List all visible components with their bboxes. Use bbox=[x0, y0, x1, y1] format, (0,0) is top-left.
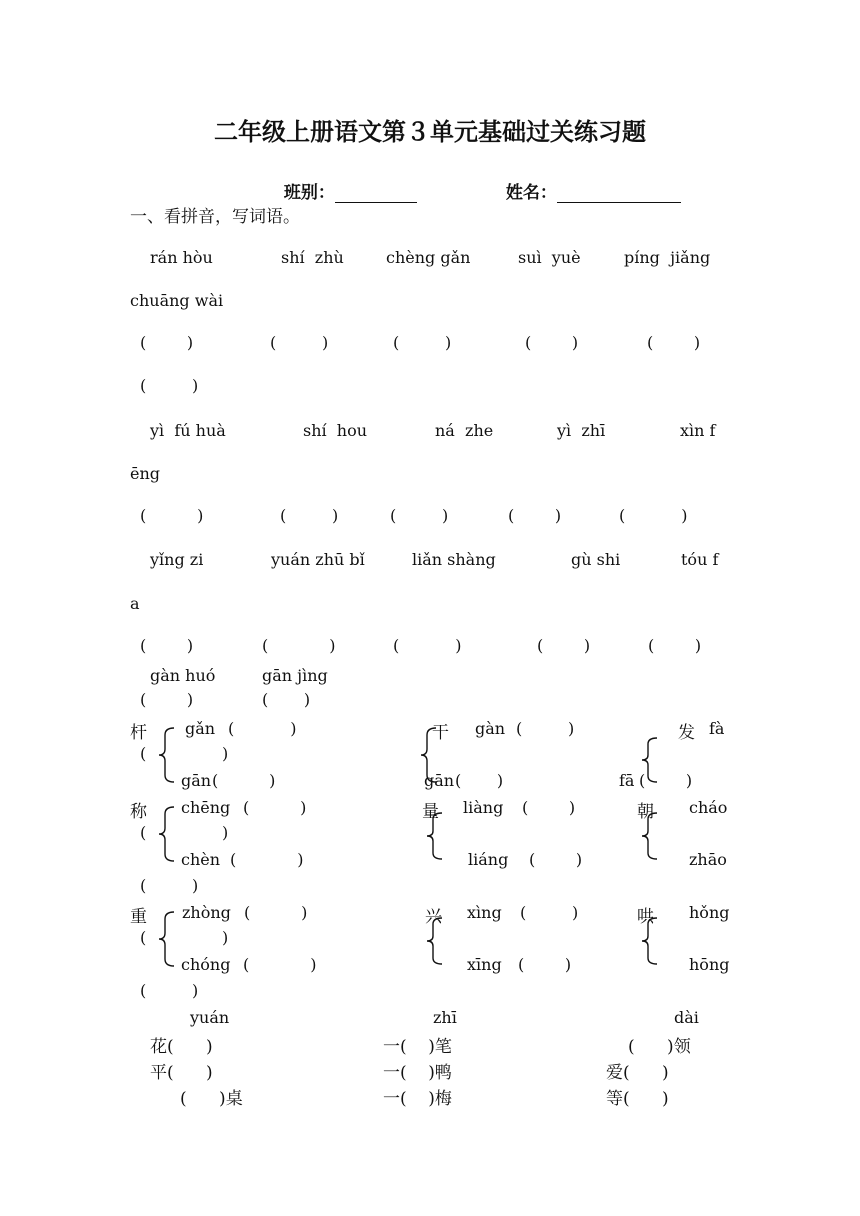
homophone-item bbox=[606, 1084, 669, 1109]
polyphone-char: 称 bbox=[130, 802, 147, 822]
pinyin-word: yì zhī bbox=[557, 421, 606, 440]
homophone-item bbox=[150, 1032, 213, 1057]
pinyin-word: gàn huó bbox=[150, 666, 216, 685]
brace-icon bbox=[641, 737, 663, 783]
polyphone-char: 干 bbox=[432, 723, 449, 743]
polyphone-char: 量 bbox=[422, 802, 439, 822]
answer-blank[interactable]: ( ) bbox=[508, 506, 562, 525]
homophone-item bbox=[383, 1032, 452, 1057]
homophone-char: 领 bbox=[673, 1037, 691, 1057]
name-field bbox=[494, 158, 681, 203]
polyphone-reading: chēng bbox=[181, 798, 231, 817]
answer-blank[interactable]: ( ) bbox=[400, 1063, 435, 1083]
polyphone-char: 杆 bbox=[130, 723, 147, 743]
answer-blank[interactable]: ( ) bbox=[623, 1089, 669, 1109]
polyphone-reading: xìng bbox=[467, 903, 502, 922]
brace-icon bbox=[426, 917, 448, 965]
answer-blank[interactable]: ( ) bbox=[390, 506, 449, 525]
polyphone-reading: gān bbox=[181, 771, 212, 790]
answer-blank[interactable]: ( ) bbox=[520, 903, 579, 922]
pinyin-word: gù shi bbox=[571, 550, 621, 569]
answer-blank[interactable]: ( ) bbox=[262, 636, 336, 655]
answer-blank[interactable]: ( ) bbox=[516, 719, 575, 738]
answer-blank[interactable]: ( ) bbox=[262, 690, 311, 709]
answer-blank[interactable]: ( ) bbox=[212, 771, 276, 790]
brace-icon bbox=[158, 727, 180, 783]
answer-blank[interactable]: ( ) bbox=[140, 636, 194, 655]
class-label: 班别： bbox=[283, 183, 335, 203]
answer-blank[interactable]: ( ) bbox=[270, 333, 329, 352]
answer-blank[interactable]: ( ) bbox=[244, 903, 308, 922]
answer-blank[interactable]: ( ) bbox=[243, 798, 307, 817]
homophone-char: 平 bbox=[150, 1063, 167, 1083]
polyphone-reading: zhòng bbox=[182, 903, 231, 922]
answer-blank[interactable]: ( ) bbox=[623, 1063, 669, 1083]
pinyin-word: xìn f bbox=[680, 421, 716, 440]
polyphone-reading: gān bbox=[424, 771, 455, 790]
pinyin-word: suì yuè bbox=[518, 248, 581, 267]
polyphone-reading: fā bbox=[619, 771, 635, 790]
answer-blank[interactable]: ( ) bbox=[400, 1089, 435, 1109]
polyphone-char: 朝 bbox=[637, 802, 654, 822]
answer-blank[interactable]: ( ) bbox=[522, 798, 576, 817]
answer-blank[interactable]: ( ) bbox=[140, 690, 194, 709]
polyphone-reading: hǒng bbox=[689, 903, 730, 922]
answer-blank[interactable]: ( ) bbox=[228, 719, 297, 738]
homophone-char: 爱 bbox=[606, 1063, 623, 1083]
answer-blank[interactable]: ( ) bbox=[529, 850, 583, 869]
homophone-char: 笔 bbox=[434, 1037, 452, 1057]
answer-blank[interactable]: ( ) bbox=[140, 376, 199, 395]
polyphone-reading: xīng bbox=[467, 955, 502, 974]
answer-blank[interactable]: ( ) bbox=[140, 506, 204, 525]
answer-blank[interactable]: ( ) bbox=[648, 636, 702, 655]
answer-blank-close: ) bbox=[222, 744, 229, 763]
section-heading: 一、看拼音，写词语。 bbox=[130, 207, 300, 227]
pinyin-word: shí hou bbox=[303, 421, 368, 440]
answer-blank[interactable]: ( bbox=[140, 823, 147, 842]
homophone-char: 花 bbox=[150, 1037, 167, 1057]
answer-blank[interactable]: ( ) bbox=[537, 636, 591, 655]
pinyin-word: yuán zhū bǐ bbox=[271, 550, 365, 569]
class-blank[interactable] bbox=[335, 184, 417, 203]
answer-blank[interactable]: ( ) bbox=[518, 955, 572, 974]
polyphone-reading: chóng bbox=[181, 955, 231, 974]
homophone-char: 一 bbox=[383, 1037, 400, 1057]
homophone-char: 鸭 bbox=[434, 1063, 452, 1083]
answer-blank[interactable]: ( ) bbox=[400, 1037, 435, 1057]
answer-blank[interactable]: ( ) bbox=[230, 850, 304, 869]
homophone-header: dài bbox=[674, 1008, 699, 1027]
answer-blank[interactable]: ( ) bbox=[280, 506, 339, 525]
polyphone-char: 兴 bbox=[425, 907, 442, 927]
polyphone-reading: gàn bbox=[475, 719, 506, 738]
answer-blank[interactable]: ( ) bbox=[525, 333, 579, 352]
answer-blank[interactable]: ( ) bbox=[393, 333, 452, 352]
polyphone-reading: chèn bbox=[181, 850, 221, 869]
pinyin-word: ēng bbox=[130, 464, 161, 483]
homophone-header: zhī bbox=[433, 1008, 457, 1027]
answer-blank[interactable]: ( ) bbox=[639, 771, 693, 790]
polyphone-reading: hōng bbox=[689, 955, 730, 974]
homophone-item bbox=[606, 1058, 669, 1083]
answer-blank[interactable]: ( bbox=[140, 928, 147, 947]
homophone-char: 等 bbox=[606, 1089, 623, 1109]
homophone-item bbox=[180, 1084, 243, 1109]
pinyin-word: yì fú huà bbox=[150, 421, 226, 440]
name-blank[interactable] bbox=[557, 184, 681, 203]
polyphone-char: 重 bbox=[130, 907, 147, 927]
answer-blank[interactable]: ( ) bbox=[140, 876, 199, 895]
answer-blank[interactable]: ( ) bbox=[167, 1063, 213, 1083]
polyphone-reading: liàng bbox=[463, 798, 504, 817]
pinyin-word: shí zhù bbox=[281, 248, 344, 267]
pinyin-word: rán hòu bbox=[150, 248, 213, 267]
homophone-item bbox=[150, 1058, 213, 1083]
homophone-item bbox=[383, 1058, 452, 1083]
class-field bbox=[272, 158, 417, 203]
homophone-char: 一 bbox=[383, 1089, 400, 1109]
pinyin-word: ná zhe bbox=[435, 421, 494, 440]
pinyin-word: tóu f bbox=[681, 550, 719, 569]
pinyin-word: chuāng wài bbox=[130, 291, 224, 310]
brace-icon bbox=[420, 727, 442, 783]
answer-blank-close: ) bbox=[222, 928, 229, 947]
brace-icon bbox=[641, 812, 663, 860]
answer-blank[interactable]: ( ) bbox=[619, 506, 688, 525]
homophone-char: 桌 bbox=[225, 1089, 243, 1109]
answer-blank[interactable]: ( bbox=[140, 744, 147, 763]
pinyin-word: liǎn shàng bbox=[412, 550, 496, 569]
answer-blank[interactable]: ( ) bbox=[628, 1037, 674, 1057]
pinyin-word: gān jìng bbox=[262, 666, 328, 685]
polyphone-reading: zhāo bbox=[689, 850, 727, 869]
polyphone-reading: cháo bbox=[689, 798, 728, 817]
answer-blank[interactable]: ( ) bbox=[393, 636, 462, 655]
answer-blank[interactable]: ( ) bbox=[647, 333, 701, 352]
answer-blank[interactable]: ( ) bbox=[243, 955, 317, 974]
homophone-item bbox=[628, 1032, 691, 1057]
polyphone-reading: fà bbox=[709, 719, 725, 738]
brace-icon bbox=[158, 911, 180, 967]
answer-blank[interactable]: ( ) bbox=[140, 333, 194, 352]
homophone-header: yuán bbox=[190, 1008, 230, 1027]
homophone-char: 一 bbox=[383, 1063, 400, 1083]
pinyin-word: chèng gǎn bbox=[386, 248, 471, 267]
answer-blank[interactable]: ( ) bbox=[140, 981, 199, 1000]
polyphone-char: 哄 bbox=[637, 907, 654, 927]
polyphone-char: 发 bbox=[678, 723, 695, 743]
pinyin-word: a bbox=[130, 594, 140, 613]
pinyin-word: píng jiǎng bbox=[624, 248, 711, 267]
homophone-item bbox=[383, 1084, 452, 1109]
brace-icon bbox=[158, 806, 180, 862]
homophone-char: 梅 bbox=[434, 1089, 452, 1109]
answer-blank[interactable]: ( ) bbox=[167, 1037, 213, 1057]
brace-icon bbox=[641, 917, 663, 965]
answer-blank[interactable]: ( ) bbox=[180, 1089, 226, 1109]
page-title: 二年级上册语文第３单元基础过关练习题 bbox=[214, 118, 646, 146]
answer-blank-close: ) bbox=[222, 823, 229, 842]
polyphone-reading: gǎn bbox=[185, 719, 216, 738]
answer-blank[interactable]: ( ) bbox=[455, 771, 504, 790]
pinyin-word: yǐng zi bbox=[150, 550, 204, 569]
polyphone-reading: liáng bbox=[468, 850, 509, 869]
name-label: 姓名： bbox=[505, 183, 557, 203]
brace-icon bbox=[426, 812, 448, 860]
